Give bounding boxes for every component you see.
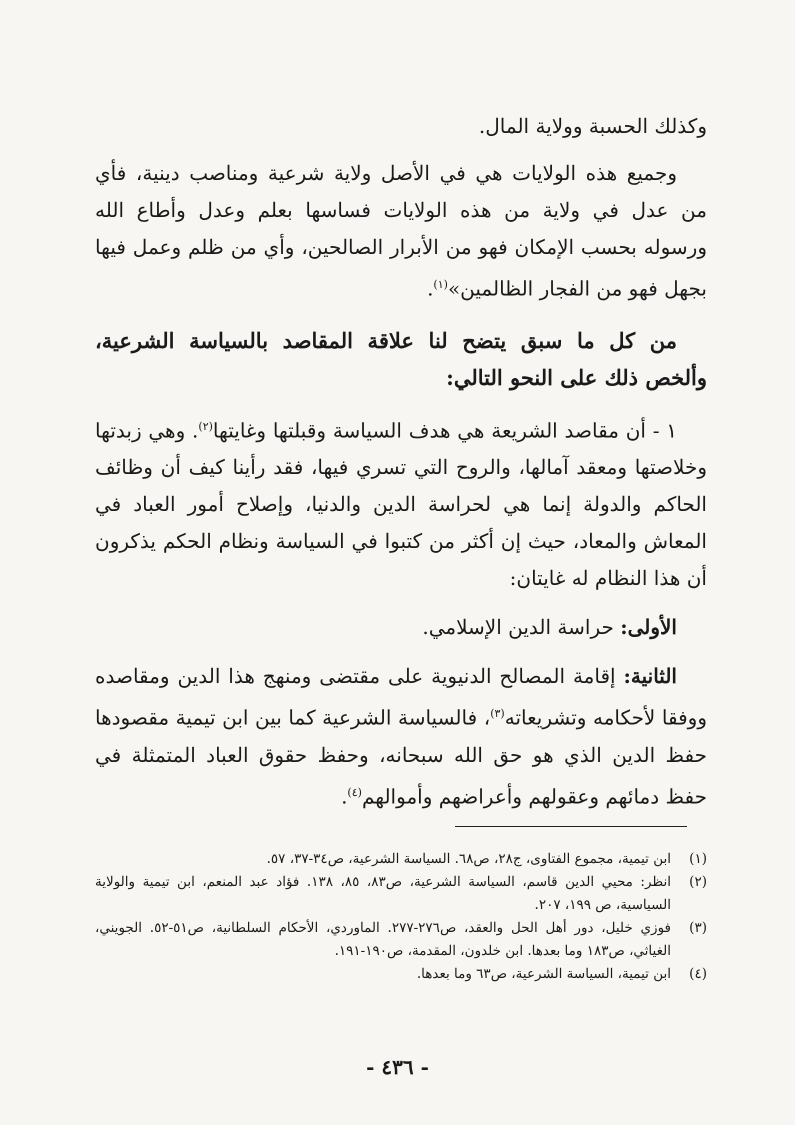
paragraph-1-text: وجميع هذه الولايات هي في الأصل ولاية شرعية ومناصب دينية، فأي من عدل في ولاية من هذه الولايات فساسها بعلم وعدل وأطاع الله ورسوله بحسب الإمكان فهو من الأبرار الصالحين، وأي من ظلم وعمل فيها بجهل فهو من الفجار الظالمين» [95,161,707,301]
second-goal-end: . [341,784,348,809]
footnote-1 [95,848,707,871]
footnote-text: فوزي خليل، دور أهل الحل والعقد، ص٢٧٦-٢٧٧. الماوردي، الأحكام السلطانية، ص٥١-٥٢. الجويني، الغياثي، ص١٨٣ وما بعدها. ابن خلدون، المقدمة، ص١٩٠-١٩١. [95,920,672,959]
footnote-text: ابن تيمية، مجموع الفتاوى، ج٢٨، ص٦٨. السياسة الشرعية، ص٣٤-٣٧، ٥٧. [266,851,671,867]
second-goal-label: الثانية: [623,664,677,689]
footnote-number: (١) [689,851,707,867]
main-text [95,108,707,816]
page-number: - ٤٣٦ - [366,1055,429,1079]
footnote-ref-4: (٤) [347,785,362,799]
footnote-2 [95,871,707,917]
paragraph-3 [95,408,707,598]
footnote-ref-1: (١) [433,278,448,291]
footnote-ref-3: (٣) [490,707,505,721]
paragraph-4 [95,609,707,646]
paragraph-3-text-b: . وهي زبدتها وخلاصتها ومعقد آمالها، والروح التي تسري فيها، فقد رأينا كيف أن وظائف الحاكم والدولة إنما هي لحراسة الدين والدنيا، وإصلاح أمور العباد في المعاش والمعاد، حيث إن أكثر من كتبوا في السياسة ونظام الحكم يذكرون أن هذا النظام له غايتان: [95,418,707,591]
second-goal-text-a: إقامة المصالح الدنيوية على مقتضى ومنهج هذا الدين ومقاصده ووفقا لأحكامه وتشريعاته [95,664,707,730]
footnote-divider [455,826,687,827]
paragraph-2: من كل ما سبق يتضح لنا علاقة المقاصد بالسياسة الشرعية، وألخص ذلك على النحو التالي: [95,327,707,390]
first-goal-text: حراسة الدين الإسلامي. [422,615,621,640]
footnote-number: (٣) [689,920,707,936]
footnotes [95,848,707,986]
footnote-number: (٢) [689,874,707,890]
first-goal-label: الأولى: [620,615,677,640]
footnote-text: انظر: محيي الدين قاسم، السياسة الشرعية، ص٨٣، ٨٥، ١٣٨. فؤاد عبد المنعم، ابن تيمية والولاية السياسية، ص ١٩٩، ٢٠٧. [95,874,672,913]
footnote-text: ابن تيمية، السياسة الشرعية، ص٦٣ وما بعدها. [416,966,671,982]
second-goal-text-b: ، فالسياسة الشرعية كما بين ابن تيمية مقصودها حفظ الدين الذي هو حق الله سبحانه، وحفظ حقوق العباد المتمثلة في حفظ دمائهم وعقولهم وأعراضهم وأموالهم [95,705,707,809]
footnote-4 [95,963,707,986]
footnote-number: (٤) [689,966,707,982]
footnote-3 [95,917,707,963]
paragraph-5 [95,658,707,815]
paragraph-3-text-a: ١ - أن مقاصد الشريعة هي هدف السياسة وقبلتها وغايتها [212,418,677,443]
paragraph-0: وكذلك الحسبة وولاية المال. [478,114,707,138]
footnote-ref-2: (٢) [198,419,213,433]
paragraph-1-end: . [427,276,434,301]
paragraph-1 [95,155,707,308]
